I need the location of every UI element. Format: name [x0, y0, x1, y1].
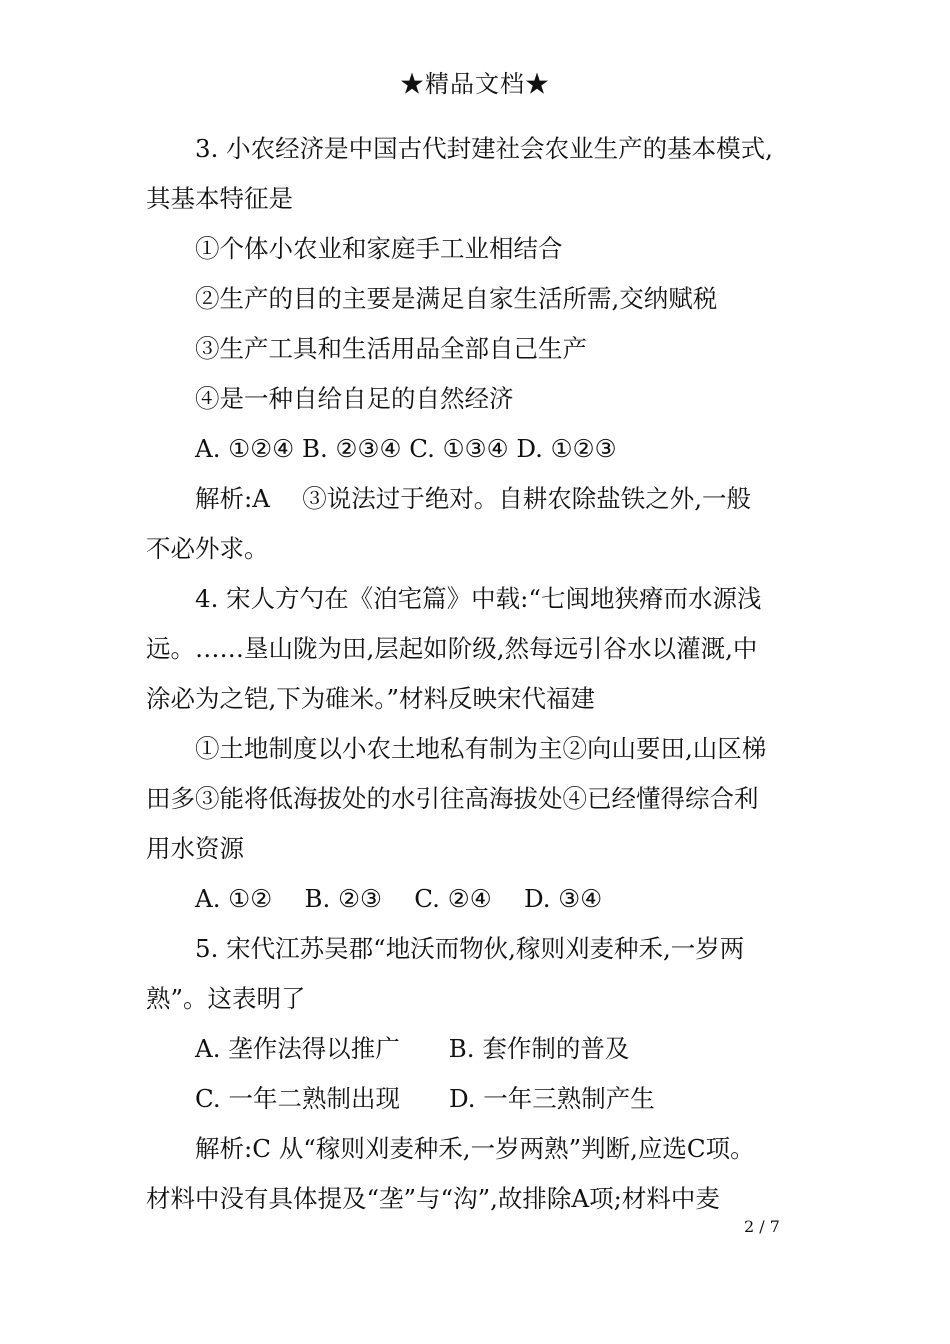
q3-analysis-line1: 解析:A ③说法过于绝对。自耕农除盐铁之外,一般 — [195, 484, 752, 513]
q4-items-line1: ①土地制度以小农土地私有制为主②向山要田,山区梯 — [195, 734, 767, 763]
q4-stem-line3: 涂必为之铠,下为碓米。”材料反映宋代福建 — [146, 684, 596, 713]
document-body — [146, 124, 826, 1224]
q5-analysis-line1: 解析:C 从“稼则刈麦种禾,一岁两熟”判断,应选C项。 — [195, 1134, 755, 1163]
q4-stem-line1: 4. 宋人方勺在《泊宅篇》中载:“七闽地狭瘠而水源浅 — [195, 584, 762, 613]
q3-item-1: ①个体小农业和家庭手工业相结合 — [195, 234, 563, 263]
q5-options-cd: C. 一年二熟制出现 D. 一年三熟制产生 — [195, 1084, 655, 1113]
page-header-title: ★精品文档★ — [400, 70, 550, 98]
q4-stem-line2: 远。……垦山陇为田,层起如阶级,然每远引谷水以灌溉,中 — [146, 634, 758, 663]
q3-item-3: ③生产工具和生活用品全部自己生产 — [195, 334, 587, 363]
q5-stem-line2: 熟”。这表明了 — [146, 984, 306, 1013]
q3-stem-line1: 3. 小农经济是中国古代封建社会农业生产的基本模式, — [195, 134, 773, 163]
q5-stem-line1: 5. 宋代江苏吴郡“地沃而物伙,稼则刈麦种禾,一岁两 — [195, 934, 745, 963]
q4-items-line3: 用水资源 — [146, 834, 244, 863]
q3-options: A. ①②④ B. ②③④ C. ①③④ D. ①②③ — [195, 434, 617, 463]
q4-items-line2: 田多③能将低海拔处的水引往高海拔处④已经懂得综合利 — [146, 784, 759, 813]
page-number: 2 / 7 — [744, 1217, 780, 1236]
q3-stem-line2: 其基本特征是 — [146, 184, 293, 213]
q4-options: A. ①② B. ②③ C. ②④ D. ③④ — [195, 884, 603, 913]
q3-item-2: ②生产的目的主要是满足自家生活所需,交纳赋税 — [195, 284, 718, 313]
q3-item-4: ④是一种自给自足的自然经济 — [195, 384, 514, 413]
q3-analysis-line2: 不必外求。 — [146, 534, 269, 563]
q5-analysis-line2: 材料中没有具体提及“垄”与“沟”,故排除A项;材料中麦 — [146, 1184, 720, 1213]
q5-options-ab: A. 垄作法得以推广 B. 套作制的普及 — [195, 1034, 630, 1063]
